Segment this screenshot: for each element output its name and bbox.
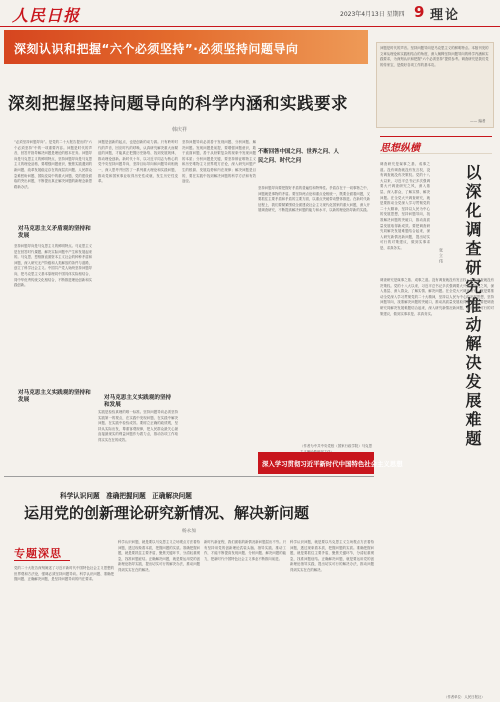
page-number: 9 <box>414 3 425 21</box>
lead-body-col2: 问题是创新的起点，也是创新的动力源。只有聆听时代的声音，回应时代的呼唤，认真研究解决重大而紧迫的问题，才能真正把握历史脉络、找到发展规律，推动理论创新。新时代十年，以习近平同志为核心的党中央坚持问题导向，坚持目标导向和问题导向相统一，深入思考并回答了一系列重大理论和实践问题，推动党和国家事业取得历史性成就、发生历史性变革。 <box>98 140 178 184</box>
lead-headline: 深刻把握坚持问题导向的科学内涵和实践要求 <box>8 94 348 113</box>
sidebar-vertical-title: 以深化调查研究推动解决发展难题 <box>463 164 482 449</box>
sidebar-author: 张 立 伟 <box>439 248 444 264</box>
bottom-kicker: 科学认识问题 准确把握问题 正确解决问题 <box>60 492 192 500</box>
lead-subheading-3: 对马克思主义实践观的坚持和发展 <box>104 395 172 408</box>
column-tag-label: 思想纵横 <box>380 143 420 154</box>
editor-note-text: 问题是时代的声音。坚持问题导向是马克思主义的鲜明特点。本版刊发的文章从理论和实践相结合的角度，深入阐释坚持问题导向的科学内涵和实践要求，为深刻认识和把握“六个必须坚持”提供参考。调查研究是我们党的传家宝，是做好各项工作的基本功。 <box>380 46 489 67</box>
lead-body-col2b: 实践是检验真理的唯一标准。坚持问题导向必须坚持实践第一的观点，在实践中发现问题、在实践中解决问题、在实践中检验成效。要树立正确的政绩观，坚持从实际出发，尊重客观规律，把人民群众最关心最直接最现实的利益问题作为着力点，推动各项工作取得实实在在的成效。 <box>98 410 178 442</box>
section-divider <box>4 476 374 477</box>
special-topic-tag: 专题深思 <box>14 547 62 560</box>
special-topic-underline <box>14 560 70 561</box>
lead-body-col4: 坚持问题导向要把握好矛盾的普遍性和特殊性。矛盾存在于一切事物之中，问题就是事物的矛盾。要坚持两点论和重点论相统一，既要全面看问题，又要抓住主要矛盾和矛盾的主要方面，以重点突破带动整体推进。在新时代新征程上，我们要紧紧围绕全面建设社会主义现代化国家的重大问题，深入开展调查研究，不断提高解决问题的能力和水平，以新的理论指导新的实践。 <box>258 186 370 213</box>
lead-body-col1: 坚持问题导向是马克思主义的鲜明特点。马克思主义是在回答时代课题、解决实际问题中产生和发展起来的。马克思、恩格斯直面资本主义社会的种种矛盾和问题，深入研究无产阶级和人类解放的条件与道路，创立了科学社会主义。中国共产党人始终坚持问题导向，把马克思主义基本原理同中国具体实际相结合、同中华优秀传统文化相结合，不断推进理论创新和实践创新。 <box>14 244 92 288</box>
bottom-body-col3: 新时代新征程，我们面临的新情况新问题层出不穷。只有坚持用党的创新理论武装头脑、指导实践、推动工作，才能不断提高发现问题、分析问题、解决问题的能力，把新时代中国特色社会主义事业不断推向前进。 <box>204 540 286 561</box>
lead-author: 韩庆祥 <box>172 127 188 133</box>
editor-note-signature: —— 编者 <box>470 119 486 123</box>
issue-date: 2023年4月13日 星期四 <box>340 11 405 18</box>
lead-subheading-1: 对马克思主义矛盾观的坚持和发展 <box>18 226 91 239</box>
bottom-headline: 运用党的创新理论研究新情况、解决新问题 <box>24 504 310 522</box>
bottom-body-col4: 科学认识问题，就是要以马克思主义立场观点方法看待问题，透过现象看本质，把握问题的实质。准确把握问题，就是要抓住主要矛盾，聚焦关键环节，分清轻重缓急，找准问题症结。正确解决问题，就是要运用党的创新理论指导实践，提出切实可行的解决办法，推动问题得到实实在在的解决。 <box>290 540 374 572</box>
sidebar-byline: （作者单位：人民日报社） <box>444 695 485 699</box>
lead-pullquote: 不断回答中国之问、世界之问、人民之问、时代之问 <box>258 149 339 164</box>
lead-intro-text: “必须坚持问题导向”。是党的二十大报告提出的“六个必须坚持”中的一项重要内容。问题是时代的声音，回答并指导解决问题是理论的根本任务。问题导向是马克思主义的鲜明特点，坚持问题导向是马克思主义的理论品格，要增强问题意识，聚焦实践遇到的新问题、改革发展稳定存在的深层次问题、人民群众急难愁盼问题、国际变局中的重大问题、党的建设面临的突出问题，不断提出真正解决问题的新理念新思路新办法。 <box>14 140 92 189</box>
newspaper-logo: 人民日报 <box>12 6 81 25</box>
masthead-rule <box>0 26 500 27</box>
section-name: 理论 <box>430 8 461 23</box>
sidebar-body-main: 调查研究是谋事之基、成事之道。没有调查就没有发言权，没有调查就没有决策权。党的十八大以来，习近平总书记多次强调要大兴调查研究之风，深入基层、深入群众，了解实情、解决问题。在全党大兴调查研究，就是要推动全党深入学习贯彻党的二十大精神，坚持以人民为中心的发展思想，坚持问题导向，找准解决问题的突破口，推动高质量发展取得新成效。要把调查研究同解决发展难题结合起来，深入研究新情况新问题，提出切实可行的对策建议，做到实事求是、求真务实。 <box>380 278 494 316</box>
bottom-author: 杨永加 <box>182 529 196 534</box>
sidebar-body-top: 调查研究是谋事之基、成事之道。没有调查就没有发言权，没有调查就没有决策权。党的十八大以来，习近平总书记多次强调要大兴调查研究之风，深入基层、深入群众，了解实情、解决问题。在全党大兴调查研究，就是要推动全党深入学习贯彻党的二十大精神，坚持以人民为中心的发展思想，坚持问题导向，找准解决问题的突破口，推动高质量发展取得新成效。要把调查研究同解决发展难题结合起来，深入研究新情况新问题，提出切实可行的对策建议，做到实事求是、求真务实。 <box>380 162 430 250</box>
topic-banner-text: 深刻认识和把握“六个必须坚持”·必须坚持问题导向 <box>14 42 299 56</box>
lead-subheading-2: 对马克思主义实践观的坚持和发展 <box>18 390 94 404</box>
lead-source-note: （作者为中共中央党校（国家行政学院）马克思 <box>300 444 372 448</box>
bottom-body-col2: 科学认识问题，就是要以马克思主义立场观点方法看待问题，透过现象看本质，把握问题的实质。准确把握问题，就是要抓住主要矛盾，聚焦关键环节，分清轻重缓急，找准问题症结。正确解决问题，就是要运用党的创新理论指导实践，提出切实可行的解决办法，推动问题得到实实在在的解决。 <box>118 540 200 572</box>
theme-ribbon-text: 深入学习贯彻习近平新时代中国特色社会主义思想 <box>262 460 403 468</box>
lead-body-col3: 坚持问题导向必须善于发现问题、分析问题、解决问题。发现问题是前提，要增强问题意识，敢于直面问题，善于从纷繁复杂的现象中发现问题的本质；分析问题是关键，要坚持辩证唯物主义和历史唯物主义世界观方法论，深入研究问题产生的根源、发展趋势和内在规律；解决问题是目的，要在实践中找到解决问题的科学方法和有效途径。 <box>182 140 256 184</box>
bottom-body-col1: 党的二十大报告深刻阐述了习近平新时代中国特色社会主义思想的世界观和方法论，强调必须坚持问题导向。科学认识问题、准确把握问题、正确解决问题，是坚持问题导向的内在要求。 <box>14 566 114 582</box>
